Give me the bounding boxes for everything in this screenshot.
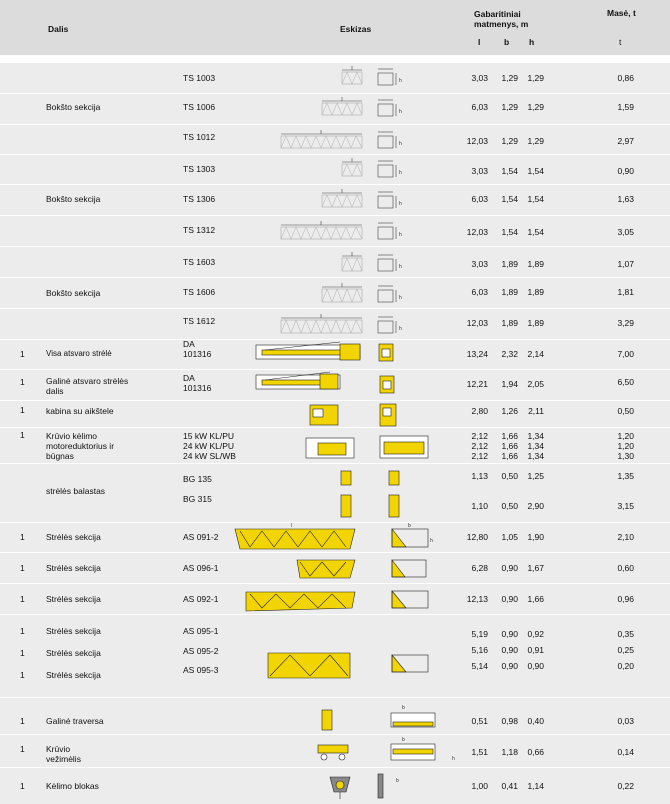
part-name: Strėlės sekcija [46,594,101,604]
cabin-sketch [310,404,396,426]
dim-l: 12,03 [466,136,488,146]
sketch-label-h: h [452,756,455,762]
part-name: Strėlės sekcija [46,670,101,680]
header-col-l: l [478,37,481,47]
dim-b: 1,54 [501,227,518,237]
part-code: DA [183,339,195,349]
dim-h: 1,29 [527,136,544,146]
mass: 7,00 [617,349,634,359]
header-gabaritiniai-1: Gabaritiniai [474,9,521,19]
mass: 0,86 [617,73,634,83]
dim-l: 12,21 [466,379,488,389]
dim-b: 0,90 [501,645,518,655]
part-code: AS 095-3 [183,665,219,675]
trolley-sketch [318,744,435,760]
tower-section-side-sketch [281,66,362,333]
dim-l: 3,03 [471,73,488,83]
mass: 0,20 [617,661,634,671]
part-code: 24 kW KL/PU [183,441,235,451]
part-code: BG 135 [183,474,212,484]
header-mase-unit: t [619,37,622,47]
dim-b: 0,50 [501,471,518,481]
dim-l: 6,03 [471,287,488,297]
header-dalis: Dalis [48,24,69,34]
dim-b: 1,89 [501,259,518,269]
dim-h: 1,89 [527,318,544,328]
sketch-label-h: h [399,109,402,115]
dim-l: 6,28 [471,563,488,573]
dim-h: 0,91 [527,645,544,655]
mass: 0,60 [617,563,634,573]
dim-l: 6,03 [471,194,488,204]
sketch-label-h: h [399,170,402,176]
part-qty: 1 [20,594,25,604]
dim-h: 1,34 [527,451,544,461]
hook-block-sketch [330,774,383,799]
dim-l: 3,03 [471,259,488,269]
dim-h: 1,25 [527,471,544,481]
dim-l: 0,51 [471,716,488,726]
part-qty: 1 [20,563,25,573]
dim-h: 0,66 [527,747,544,757]
dim-b: 1,89 [501,287,518,297]
mass: 0,14 [617,747,634,757]
dim-l: 1,10 [471,501,488,511]
dim-h: 2,11 [528,406,544,416]
mass: 1,63 [617,194,634,204]
mass: 1,07 [617,259,634,269]
part-qty: 1 [20,648,25,658]
part-name: Strėlės sekcija [46,532,101,542]
rear-traverse-sketch [322,710,435,730]
dim-h: 1,67 [527,563,544,573]
dim-l: 2,12 [471,431,488,441]
hoist-winch-sketch [306,436,428,458]
dim-b: 1,66 [501,451,518,461]
part-qty: 1 [20,532,25,542]
part-qty: 1 [20,781,25,791]
dim-b: 1,89 [501,318,518,328]
part-qty: 1 [20,716,25,726]
dim-l: 5,16 [471,645,488,655]
mass: 0,35 [617,629,634,639]
counter-jib-sketch [256,342,394,393]
part-name: Krūvio [46,744,71,754]
dim-b: 2,32 [501,349,518,359]
part-name: būgnas [46,451,74,461]
part-qty: 1 [20,349,25,359]
part-name: Bokšto sekcija [46,102,101,112]
jib-section-sketch [235,529,428,678]
part-code: AS 096-1 [183,563,219,573]
dim-h: 1,34 [527,441,544,451]
dim-h: 2,90 [527,501,544,511]
mass: 3,15 [617,501,634,511]
dim-b: 1,29 [501,136,518,146]
part-name: vežimėlis [46,754,81,764]
header-col-h: h [529,37,535,47]
dim-l: 1,51 [471,747,488,757]
dim-l: 2,12 [471,451,488,461]
part-code: TS 1003 [183,73,216,83]
part-name: Bokšto sekcija [46,194,101,204]
part-name: Bokšto sekcija [46,288,101,298]
part-code: AS 095-2 [183,646,219,656]
part-code: AS 092-1 [183,594,219,604]
mass: 3,29 [617,318,634,328]
part-name: strėlės balastas [46,486,106,496]
part-name: Krūvio kėlimo [46,431,98,441]
dim-h: 2,14 [527,349,544,359]
part-code: 24 kW SL/WB [183,451,236,461]
mass: 2,10 [617,532,634,542]
mass: 1,35 [617,471,634,481]
part-qty: 1 [20,430,25,440]
dim-h: 0,92 [527,629,544,639]
sketch-label-h: h [399,264,402,270]
mass: 1,30 [617,451,634,461]
part-name: Strėlės sekcija [46,648,101,658]
mass: 1,20 [617,431,634,441]
dim-l: 3,03 [471,166,488,176]
part-code: TS 1312 [183,225,216,235]
mass: 0,96 [617,594,634,604]
part-name: Galinė traversa [46,716,104,726]
mass: 1,59 [617,102,634,112]
mass: 6,50 [617,377,634,387]
part-qty: 1 [20,405,25,415]
dim-l: 12,13 [466,594,488,604]
part-code: TS 1006 [183,102,216,112]
dim-l: 12,80 [466,532,488,542]
sketch-label-b: b [402,737,405,743]
dim-b: 0,50 [501,501,518,511]
sketch-label-h: h [399,201,402,207]
dim-l: 5,14 [471,661,488,671]
sketch-label-h: h [399,141,402,147]
dim-h: 0,90 [527,661,544,671]
dim-l: 12,03 [466,318,488,328]
part-qty: 1 [20,670,25,680]
part-code: TS 1606 [183,287,216,297]
dim-h: 1,54 [527,194,544,204]
dim-l: 2,80 [471,406,488,416]
part-qty: 1 [20,626,25,636]
dim-h: 1,89 [527,259,544,269]
mass: 0,90 [617,166,634,176]
part-qty: 1 [20,744,25,754]
part-code: TS 1612 [183,316,216,326]
dim-h: 1,90 [527,532,544,542]
dim-l: 6,03 [471,102,488,112]
dim-h: 1,89 [527,287,544,297]
part-name: Strėlės sekcija [46,563,101,573]
part-name: Galinė atsvaro strėlės [46,376,129,386]
dim-l: 5,19 [471,629,488,639]
part-code: 101316 [183,383,212,393]
part-code: 101316 [183,349,212,359]
sketch-label-b: b [408,523,411,529]
dim-h: 0,40 [527,716,544,726]
jib-ballast-sketch [341,471,399,517]
part-name: kabina su aikštele [46,406,114,416]
mass: 0,25 [617,645,634,655]
tower-section-cross-sketch [378,69,396,333]
part-name: Visa atsvaro strėlė [46,349,112,358]
dim-b: 1,26 [501,406,518,416]
dim-b: 1,54 [501,166,518,176]
part-name: Kėlimo blokas [46,781,99,791]
dim-l: 13,24 [466,349,488,359]
part-name: Strėlės sekcija [46,626,101,636]
sketch-label-b: b [396,778,399,784]
sketch-label-b: b [402,705,405,711]
sketch-label-h: h [399,295,402,301]
dim-h: 1,14 [527,781,544,791]
mass: 3,05 [617,227,634,237]
dim-b: 1,18 [501,747,518,757]
part-code: AS 091-2 [183,532,219,542]
part-code: DA [183,373,195,383]
dim-l: 1,00 [471,781,488,791]
part-name: dalis [46,386,64,396]
dim-b: 1,66 [501,431,518,441]
dim-l: 1,13 [471,471,488,481]
dim-b: 1,94 [501,379,518,389]
part-code: AS 095-1 [183,626,219,636]
part-code: TS 1306 [183,194,216,204]
dim-l: 12,03 [466,227,488,237]
header-mase: Masė, t [607,8,636,18]
dim-h: 1,54 [527,227,544,237]
part-code: TS 1012 [183,132,216,142]
sketch-label-h: h [399,78,402,84]
sketch-label-h: h [399,326,402,332]
part-code: TS 1603 [183,257,216,267]
mass: 0,50 [617,406,634,416]
dim-b: 0,90 [501,661,518,671]
part-name: motoreduktorius ir [46,441,115,451]
mass: 0,03 [617,716,634,726]
dim-l: 2,12 [471,441,488,451]
dim-b: 1,29 [501,102,518,112]
dim-b: 1,54 [501,194,518,204]
sketch-label-h: h [430,538,433,544]
mass: 0,22 [617,781,634,791]
dim-b: 1,66 [501,441,518,451]
dim-b: 0,90 [501,594,518,604]
part-code: 15 kW KL/PU [183,431,235,441]
dim-h: 1,66 [527,594,544,604]
part-code: BG 315 [183,494,212,504]
header-gabaritiniai-2: matmenys, m [474,19,529,29]
mass: 1,20 [617,441,634,451]
dim-h: 1,54 [527,166,544,176]
dim-b: 1,05 [501,532,518,542]
part-code: TS 1303 [183,164,216,174]
dim-h: 1,34 [527,431,544,441]
dim-b: 0,98 [501,716,518,726]
sketch-label-h: h [399,232,402,238]
sketch-label-l: l [291,523,293,529]
dim-h: 1,29 [527,73,544,83]
header-col-b: b [504,37,510,47]
dim-b: 1,29 [501,73,518,83]
part-qty: 1 [20,377,25,387]
dim-h: 1,29 [527,102,544,112]
mass: 2,97 [617,136,634,146]
mass: 1,81 [617,287,634,297]
dim-h: 2,05 [527,379,544,389]
dim-b: 0,41 [501,781,518,791]
dim-b: 0,90 [501,563,518,573]
dim-b: 0,90 [501,629,518,639]
header-eskizas: Eskizas [340,24,372,34]
